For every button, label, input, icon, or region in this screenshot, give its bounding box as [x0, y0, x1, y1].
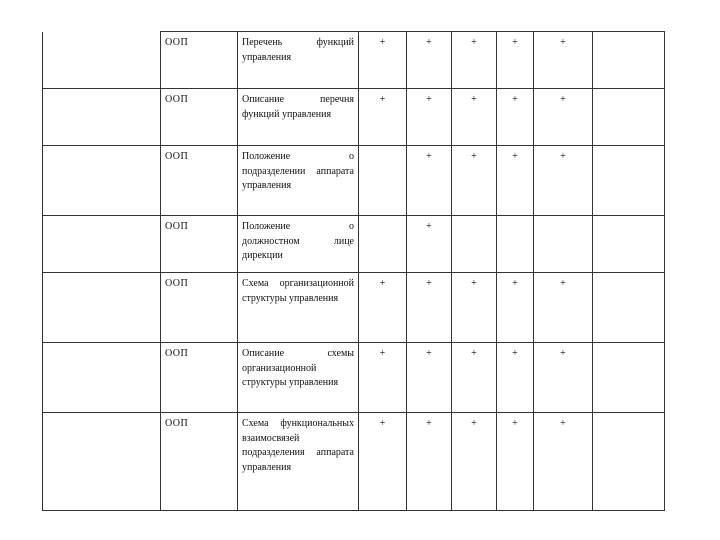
document-table	[42, 31, 665, 511]
mark-cell-role-1	[359, 146, 407, 216]
mark-cell-role-5: +	[534, 343, 593, 413]
blank-cell	[43, 273, 161, 343]
table-row	[43, 413, 665, 511]
table-row	[43, 89, 665, 146]
document-name-cell: Положение о должностном лице дирекции	[238, 216, 359, 273]
document-code-cell: ООП	[161, 89, 238, 146]
mark-cell-role-1: +	[359, 413, 407, 511]
document-code-cell: ООП	[161, 343, 238, 413]
document-name-cell: Перечень функций управления	[238, 32, 359, 89]
mark-cell-role-1: +	[359, 89, 407, 146]
document-name-cell: Описание схемы организационной структуры управления	[238, 343, 359, 413]
mark-cell-role-5: +	[534, 273, 593, 343]
blank-cell	[43, 146, 161, 216]
mark-cell-role-3: +	[452, 32, 497, 89]
mark-cell-role-6	[593, 32, 665, 89]
mark-cell-role-6	[593, 89, 665, 146]
mark-cell-role-2: +	[407, 89, 452, 146]
mark-cell-role-4: +	[497, 146, 534, 216]
document-name-cell: Положение о подразделении аппарата управления	[238, 146, 359, 216]
blank-cell	[43, 343, 161, 413]
mark-cell-role-3: +	[452, 273, 497, 343]
mark-cell-role-5: +	[534, 32, 593, 89]
table-row	[43, 146, 665, 216]
table-row	[43, 32, 665, 89]
mark-cell-role-3: +	[452, 146, 497, 216]
mark-cell-role-1: +	[359, 273, 407, 343]
document-code-cell: ООП	[161, 273, 238, 343]
mark-cell-role-2: +	[407, 413, 452, 511]
document-code-cell: ООП	[161, 413, 238, 511]
mark-cell-role-3: +	[452, 413, 497, 511]
mark-cell-role-6	[593, 146, 665, 216]
blank-cell	[43, 413, 161, 511]
table-body	[43, 32, 665, 511]
mark-cell-role-1	[359, 216, 407, 273]
table-row	[43, 343, 665, 413]
table-row	[43, 273, 665, 343]
mark-cell-role-5: +	[534, 413, 593, 511]
mark-cell-role-2: +	[407, 216, 452, 273]
document-name-cell: Описание перечня функций управления	[238, 89, 359, 146]
blank-cell	[43, 89, 161, 146]
document-code-cell: ООП	[161, 32, 238, 89]
mark-cell-role-4	[497, 216, 534, 273]
mark-cell-role-2: +	[407, 343, 452, 413]
document-code-cell: ООП	[161, 146, 238, 216]
mark-cell-role-4: +	[497, 89, 534, 146]
mark-cell-role-4: +	[497, 343, 534, 413]
blank-cell	[43, 32, 161, 89]
mark-cell-role-5: +	[534, 89, 593, 146]
mark-cell-role-1: +	[359, 343, 407, 413]
mark-cell-role-5: +	[534, 146, 593, 216]
mark-cell-role-6	[593, 273, 665, 343]
mark-cell-role-2: +	[407, 273, 452, 343]
mark-cell-role-3: +	[452, 343, 497, 413]
document-name-cell: Схема функциональных взаимосвязей подразделения аппарата управления	[238, 413, 359, 511]
mark-cell-role-4: +	[497, 32, 534, 89]
document-name-cell: Схема организационной структуры управления	[238, 273, 359, 343]
mark-cell-role-3: +	[452, 89, 497, 146]
mark-cell-role-2: +	[407, 146, 452, 216]
mark-cell-role-1: +	[359, 32, 407, 89]
table-row	[43, 216, 665, 273]
mark-cell-role-6	[593, 413, 665, 511]
mark-cell-role-4: +	[497, 413, 534, 511]
mark-cell-role-2: +	[407, 32, 452, 89]
mark-cell-role-6	[593, 343, 665, 413]
document-code-cell: ООП	[161, 216, 238, 273]
mark-cell-role-3	[452, 216, 497, 273]
mark-cell-role-4: +	[497, 273, 534, 343]
mark-cell-role-6	[593, 216, 665, 273]
mark-cell-role-5	[534, 216, 593, 273]
blank-cell	[43, 216, 161, 273]
